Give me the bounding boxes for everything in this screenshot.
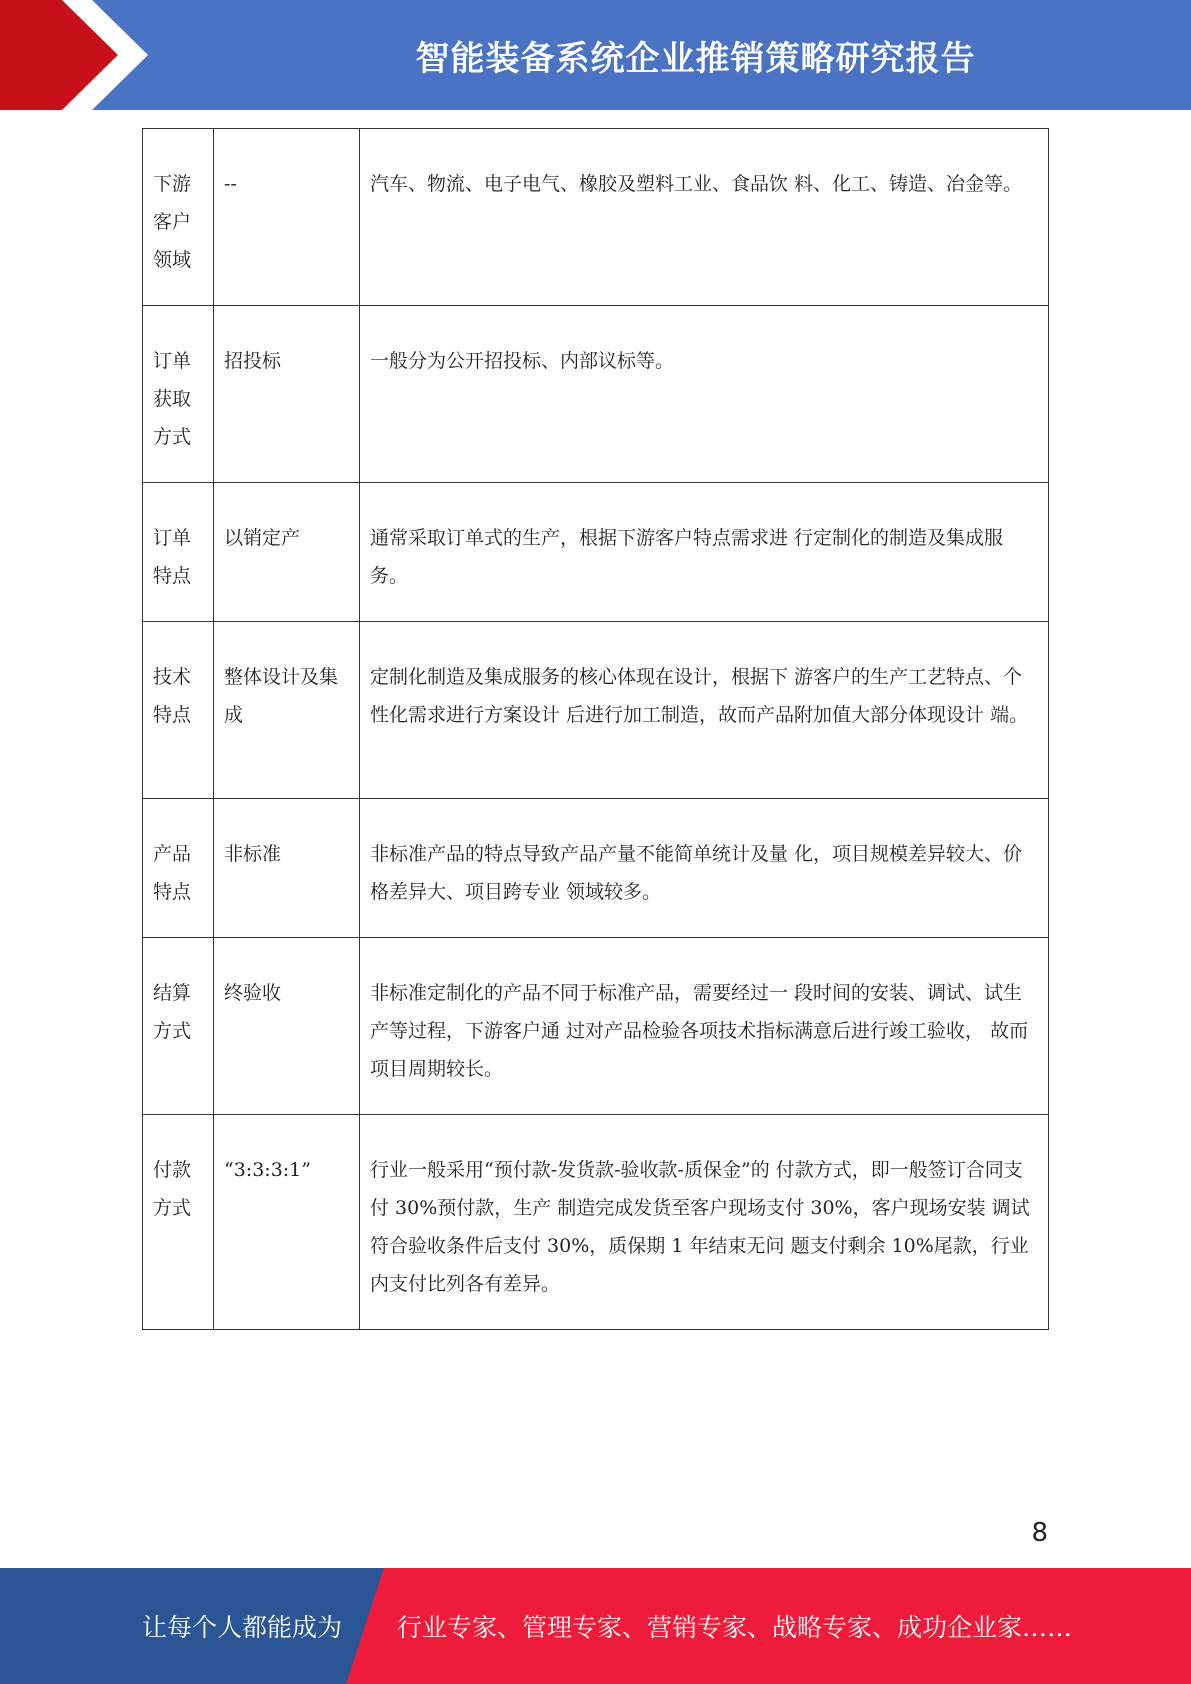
row-label: 付款方式 xyxy=(153,1159,192,1219)
row-type: 非标准 xyxy=(214,799,360,938)
row-type: 以销定产 xyxy=(214,483,360,622)
row-label: 技术特点 xyxy=(153,666,192,726)
row-label: 订单获取方式 xyxy=(153,350,192,448)
footer-slogan-right: 行业专家、管理专家、营销专家、战略专家、成功企业家…… xyxy=(397,1613,1073,1642)
row-description: 汽车、物流、电子电气、橡胶及塑料工业、食品饮 料、化工、铸造、冶金等。 xyxy=(360,129,1049,306)
row-description: 行业一般采用“预付款-发货款-验收款-质保金”的 付款方式，即一般签订合同支付 30%预付款，生产 制造完成发货至客户现场支付 30%，客户现场安装 调试符合验收条件后支付 30%，质保期 1 年结束无问 题支付剩余 10%尾款，行业内支付比列各有差异。 xyxy=(360,1115,1049,1330)
row-label: 结算方式 xyxy=(153,982,192,1042)
row-description: 通常采取订单式的生产，根据下游客户特点需求进 行定制化的制造及集成服务。 xyxy=(360,483,1049,622)
row-label: 订单特点 xyxy=(153,527,192,587)
table-row xyxy=(143,129,1049,306)
info-table xyxy=(142,128,1049,1330)
row-label: 产品特点 xyxy=(153,843,192,903)
row-type: “3:3:3:1” xyxy=(214,1115,360,1330)
row-type: 整体设计及集成 xyxy=(214,622,360,799)
table-row xyxy=(143,1115,1049,1330)
row-type: -- xyxy=(214,129,360,306)
footer-bar xyxy=(0,1568,1191,1684)
table-row xyxy=(143,483,1049,622)
header-bar xyxy=(0,0,1191,110)
footer-slogan-left: 让每个人都能成为 xyxy=(142,1613,343,1642)
row-label: 下游客户领域 xyxy=(153,173,192,271)
row-type: 招投标 xyxy=(214,306,360,483)
row-description: 一般分为公开招投标、内部议标等。 xyxy=(360,306,1049,483)
table-row xyxy=(143,938,1049,1115)
row-description: 定制化制造及集成服务的核心体现在设计，根据下 游客户的生产工艺特点、个性化需求进行方案设计 后进行加工制造，故而产品附加值大部分体现设计 端。 xyxy=(360,622,1049,799)
table-row xyxy=(143,799,1049,938)
table-row xyxy=(143,306,1049,483)
report-title: 智能装备系统企业推销策略研究报告 xyxy=(415,38,976,79)
table-row xyxy=(143,622,1049,799)
row-type: 终验收 xyxy=(214,938,360,1115)
row-description: 非标准定制化的产品不同于标准产品，需要经过一 段时间的安装、调试、试生产等过程，下游客户通 过对产品检验各项技术指标满意后进行竣工验收， 故而项目周期较长。 xyxy=(360,938,1049,1115)
row-description: 非标准产品的特点导致产品产量不能简单统计及量 化，项目规模差异较大、价格差异大、项目跨专业 领域较多。 xyxy=(360,799,1049,938)
page-number: 8 xyxy=(1031,1518,1048,1548)
